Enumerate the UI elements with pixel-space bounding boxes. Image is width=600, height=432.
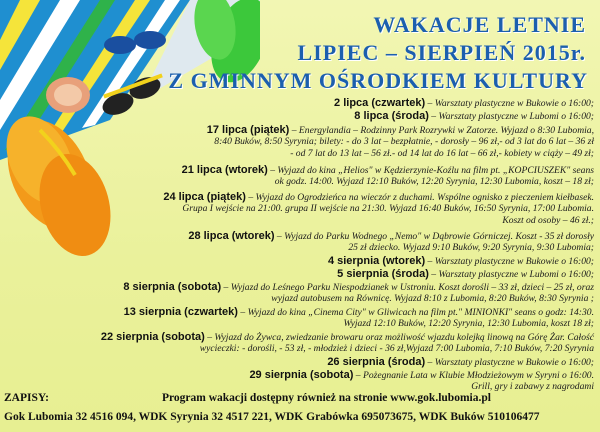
event-description: – Wyjazd do Leśnego Parku Niespodzianek w Ustroniu. Koszt dorośli – 33 zł, dzieci – 25 zł, oraz <box>221 282 594 293</box>
event-item <box>337 269 594 280</box>
event-continuation: Grill, gry i zabawy z nagrodami <box>471 381 594 393</box>
event-date: 4 sierpnia (wtorek) <box>327 255 426 267</box>
event-description: – Pożegnanie Lata w Klubie Młodzieżowym w Syryni o 16:00. <box>353 370 594 381</box>
event-description: – Wyjazd do Parku Wodnego „Nemo" w Dąbrowie Górniczej. Koszt - 35 zł dorosły <box>274 231 594 242</box>
event-date: 21 lipca (wtorek) <box>181 164 268 176</box>
event-date: 22 sierpnia (sobota) <box>100 331 205 343</box>
event-description: – Energylandia – Rodzinny Park Rozrywki w Zatorze. Wyjazd o 8:30 Lubomia, <box>289 125 594 136</box>
event-continuation: wycieczki: - dorośli, - 53 zł, - młodzież i dzieci - 36 zł,Wyjazd 7:00 Lubomia, 7:10 Buków, 7:20 Syrynia <box>199 343 594 355</box>
event-description: – Warsztaty plastyczne w Lubomi o 16:00; <box>428 111 594 122</box>
event-item <box>354 111 594 122</box>
event-item <box>182 165 594 188</box>
event-date: 8 sierpnia (sobota) <box>123 281 222 293</box>
event-item <box>124 307 594 330</box>
title-line-2: LIPIEC – SIERPIEŃ 2015r. <box>297 40 586 65</box>
event-date: 8 lipca (środa) <box>354 110 429 122</box>
event-date: 13 sierpnia (czwartek) <box>123 306 238 318</box>
event-date: 24 lipca (piątek) <box>163 191 246 203</box>
event-continuation: Koszt od osoby – 46 zł.; <box>502 214 594 226</box>
event-date: 28 lipca (wtorek) <box>188 230 275 242</box>
title-line-3: Z GMINNYM OŚRODKIEM KULTURY <box>168 68 588 93</box>
title-line-1: WAKACJE LETNIE <box>373 12 586 37</box>
event-item <box>123 282 594 305</box>
event-continuation: ok godz. 14:00. Wyjazd 12:10 Buków, 12:20 Syrynia, 12:30 Lubomia, koszt – 18 zł; <box>274 176 594 188</box>
event-continuation: - od 7 lat do 13 lat – 56 zł.- od 14 lat do 16 lat – 66 zł,- kobiety w ciąży – 49 zł; <box>290 147 594 159</box>
program-info: Program wakacji dostępny również na stronie www.gok.lubomia.pl <box>162 392 491 404</box>
event-item <box>334 98 594 109</box>
event-continuation: 25 zł dziecko. Wyjazd 9:10 Buków, 9:20 Syrynia, 9:30 Lubomia; <box>348 242 594 254</box>
event-item <box>163 192 594 226</box>
event-description: – Wyjazd do kina „Cinema City" w Gliwicach na film pt." MINIONKI" seans o godz: 14:30. <box>237 307 594 318</box>
event-continuation: wyjazd autobusem na Równicę. Wyjazd 8:10 z Lubomia, 8:20 Buków, 8:30 Syrynia ; <box>271 293 594 305</box>
event-description: – Wyjazd do Żywca, zwiedzanie browaru oraz możliwość wjazdu kolejką linową na Górę Żar. Całość <box>204 332 594 343</box>
event-item <box>207 125 594 159</box>
event-date: 2 lipca (czwartek) <box>334 97 426 109</box>
event-date: 26 sierpnia (środa) <box>327 356 426 368</box>
event-date: 29 sierpnia (sobota) <box>249 369 354 381</box>
signup-label: ZAPISY: <box>4 392 49 404</box>
event-description: – Wyjazd do kina „Helios" w Kędzierzynie-Koźlu na film pt. „KOPCIUSZEK" seans <box>267 165 594 176</box>
event-continuation: Wyjazd 12:10 Buków, 12:20 Syrynia, 12:30 Lubomia, koszt 18 zł; <box>343 318 594 330</box>
event-date: 17 lipca (piątek) <box>206 124 290 136</box>
event-item <box>188 231 594 254</box>
event-continuation: 8:40 Buków, 8:50 Syrynia; bilety: - do 3 lat – bezpłatnie, - dorosły – 96 zł,- od 3 lat do 6 lat – 36 zł <box>214 136 594 148</box>
event-description: – Wyjazd do Ogrodzieńca na wieczór z duchami. Wspólne ognisko z pieczeniem kiełbasek. <box>245 192 594 203</box>
event-description: – Warsztaty plastyczne w Bukowie o 16:00; <box>425 357 594 368</box>
event-description: – Warsztaty plastyczne w Lubomi o 16:00; <box>428 269 594 280</box>
event-item <box>249 370 594 393</box>
event-item <box>101 332 594 355</box>
event-continuation: Grupa I wejście na 21:00. grupa II wejście na 21:30. Wyjazd 16:40 Buków, 16:50 Syrynia, 17:00 Lubomia. <box>182 203 594 215</box>
contact-numbers: Gok Lubomia 32 4516 094, WDK Syrynia 32 4517 221, WDK Grabówka 695073675, WDK Buków 510106477 <box>4 411 540 423</box>
event-item <box>327 357 594 368</box>
event-date: 5 sierpnia (środa) <box>337 268 429 280</box>
event-item <box>328 256 594 267</box>
event-description: – Warsztaty plastyczne w Bukowie o 16:00; <box>425 98 594 109</box>
event-description: – Warsztaty plastyczne w Bukowie o 16:00; <box>425 256 594 267</box>
